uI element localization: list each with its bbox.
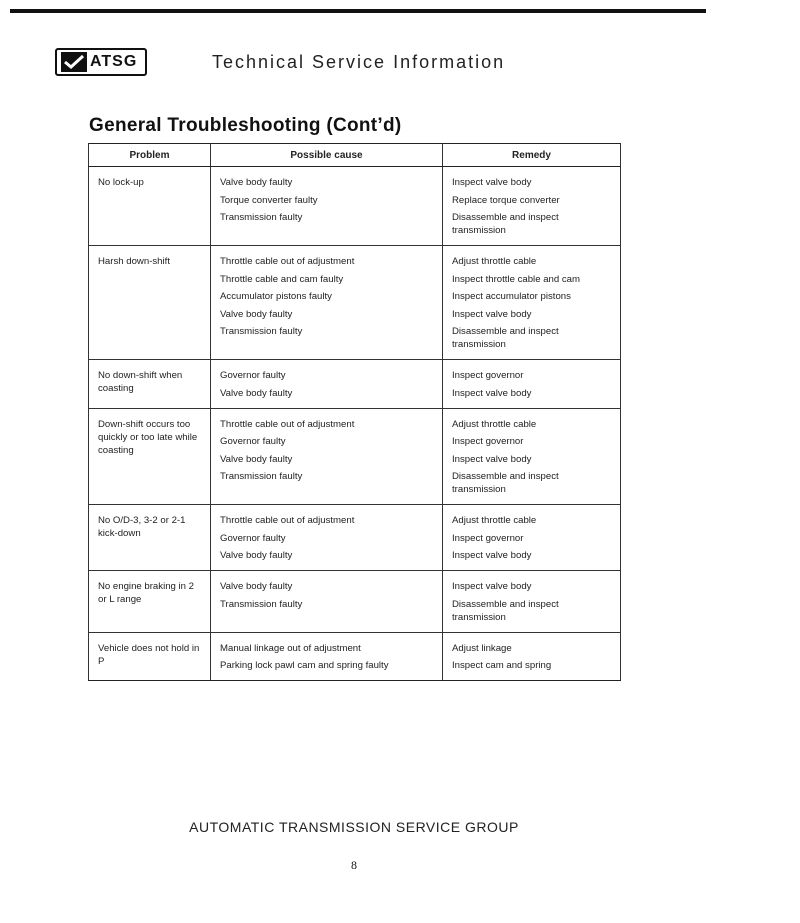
cause-item: Transmission faulty bbox=[220, 326, 303, 337]
remedy-item: Disassemble and inspect transmission bbox=[452, 471, 559, 495]
cause-cell bbox=[211, 246, 443, 360]
remedy-item: Inspect valve body bbox=[452, 550, 532, 561]
cause-item: Valve body faulty bbox=[220, 177, 293, 188]
remedy-cell bbox=[443, 505, 621, 571]
column-header-remedy: Remedy bbox=[443, 144, 621, 167]
remedy-cell bbox=[443, 408, 621, 505]
remedy-item: Adjust throttle cable bbox=[452, 418, 537, 430]
logo-text: ATSG bbox=[90, 53, 138, 70]
problem-cell: Down-shift occurs too quickly or too late while coasting bbox=[89, 408, 211, 505]
cause-item: Valve body faulty bbox=[220, 581, 293, 592]
troubleshooting-table bbox=[88, 143, 621, 681]
cause-item: Governor faulty bbox=[220, 532, 286, 544]
problem-cell: No O/D-3, 3-2 or 2-1 kick-down bbox=[89, 505, 211, 571]
remedy-item: Inspect valve body bbox=[452, 177, 532, 188]
cause-cell bbox=[211, 632, 443, 681]
remedy-item: Adjust throttle cable bbox=[452, 256, 537, 267]
remedy-cell bbox=[443, 167, 621, 246]
cause-cell bbox=[211, 571, 443, 633]
footer-organization: AUTOMATIC TRANSMISSION SERVICE GROUP bbox=[189, 819, 519, 835]
cause-item: Throttle cable and cam faulty bbox=[220, 273, 344, 285]
cause-item: Accumulator pistons faulty bbox=[220, 291, 332, 302]
section-title: General Troubleshooting (Cont’d) bbox=[89, 115, 402, 136]
table-body bbox=[89, 167, 621, 681]
table-row bbox=[89, 632, 621, 681]
problem-cell: No lock-up bbox=[89, 167, 211, 246]
table-header-row bbox=[89, 144, 621, 167]
remedy-item: Inspect accumulator pistons bbox=[452, 291, 571, 302]
remedy-item: Inspect valve body bbox=[452, 308, 532, 320]
cause-item: Torque converter faulty bbox=[220, 194, 318, 206]
cause-item: Transmission faulty bbox=[220, 598, 303, 610]
remedy-item: Inspect governor bbox=[452, 532, 524, 544]
cause-item: Manual linkage out of adjustment bbox=[220, 642, 361, 654]
cause-item: Parking lock pawl cam and spring faulty bbox=[220, 660, 389, 671]
remedy-item: Disassemble and inspect transmission bbox=[452, 598, 559, 623]
remedy-item: Disassemble and inspect transmission bbox=[452, 212, 559, 236]
cause-item: Valve body faulty bbox=[220, 308, 293, 320]
cause-item: Governor faulty bbox=[220, 436, 286, 447]
cause-cell bbox=[211, 167, 443, 246]
cause-item: Valve body faulty bbox=[220, 387, 293, 399]
problem-cell: Harsh down-shift bbox=[89, 246, 211, 360]
remedy-item: Inspect throttle cable and cam bbox=[452, 273, 580, 285]
cause-item: Valve body faulty bbox=[220, 453, 293, 465]
problem-cell: No engine braking in 2 or L range bbox=[89, 571, 211, 633]
cause-item: Transmission faulty bbox=[220, 471, 303, 482]
problem-cell: No down-shift when coasting bbox=[89, 360, 211, 409]
remedy-cell bbox=[443, 360, 621, 409]
checkmark-icon bbox=[61, 52, 87, 72]
table-row bbox=[89, 360, 621, 409]
remedy-item: Inspect valve body bbox=[452, 453, 532, 465]
cause-cell bbox=[211, 360, 443, 409]
remedy-item: Inspect governor bbox=[452, 370, 524, 381]
remedy-item: Inspect cam and spring bbox=[452, 660, 552, 671]
column-header-cause: Possible cause bbox=[211, 144, 443, 167]
problem-cell: Vehicle does not hold in P bbox=[89, 632, 211, 681]
atsg-logo bbox=[55, 48, 147, 76]
remedy-item: Replace torque converter bbox=[452, 194, 560, 206]
table-row bbox=[89, 167, 621, 246]
cause-item: Valve body faulty bbox=[220, 550, 293, 561]
remedy-item: Inspect governor bbox=[452, 436, 524, 447]
remedy-cell bbox=[443, 246, 621, 360]
remedy-item: Adjust throttle cable bbox=[452, 515, 537, 526]
cause-item: Throttle cable out of adjustment bbox=[220, 256, 355, 267]
table-row bbox=[89, 408, 621, 505]
remedy-item: Disassemble and inspect transmission bbox=[452, 326, 559, 350]
cause-item: Governor faulty bbox=[220, 370, 286, 381]
remedy-cell bbox=[443, 632, 621, 681]
table-row bbox=[89, 571, 621, 633]
remedy-item: Inspect valve body bbox=[452, 581, 532, 592]
table-row bbox=[89, 505, 621, 571]
column-header-problem: Problem bbox=[89, 144, 211, 167]
remedy-item: Adjust linkage bbox=[452, 642, 512, 654]
top-rule bbox=[10, 9, 706, 13]
cause-cell bbox=[211, 505, 443, 571]
table-row bbox=[89, 246, 621, 360]
page-number: 8 bbox=[351, 858, 357, 872]
cause-item: Throttle cable out of adjustment bbox=[220, 418, 355, 430]
remedy-item: Inspect valve body bbox=[452, 387, 532, 399]
cause-cell bbox=[211, 408, 443, 505]
cause-item: Transmission faulty bbox=[220, 212, 303, 223]
header-title: Technical Service Information bbox=[212, 52, 506, 72]
cause-item: Throttle cable out of adjustment bbox=[220, 515, 355, 526]
remedy-cell bbox=[443, 571, 621, 633]
